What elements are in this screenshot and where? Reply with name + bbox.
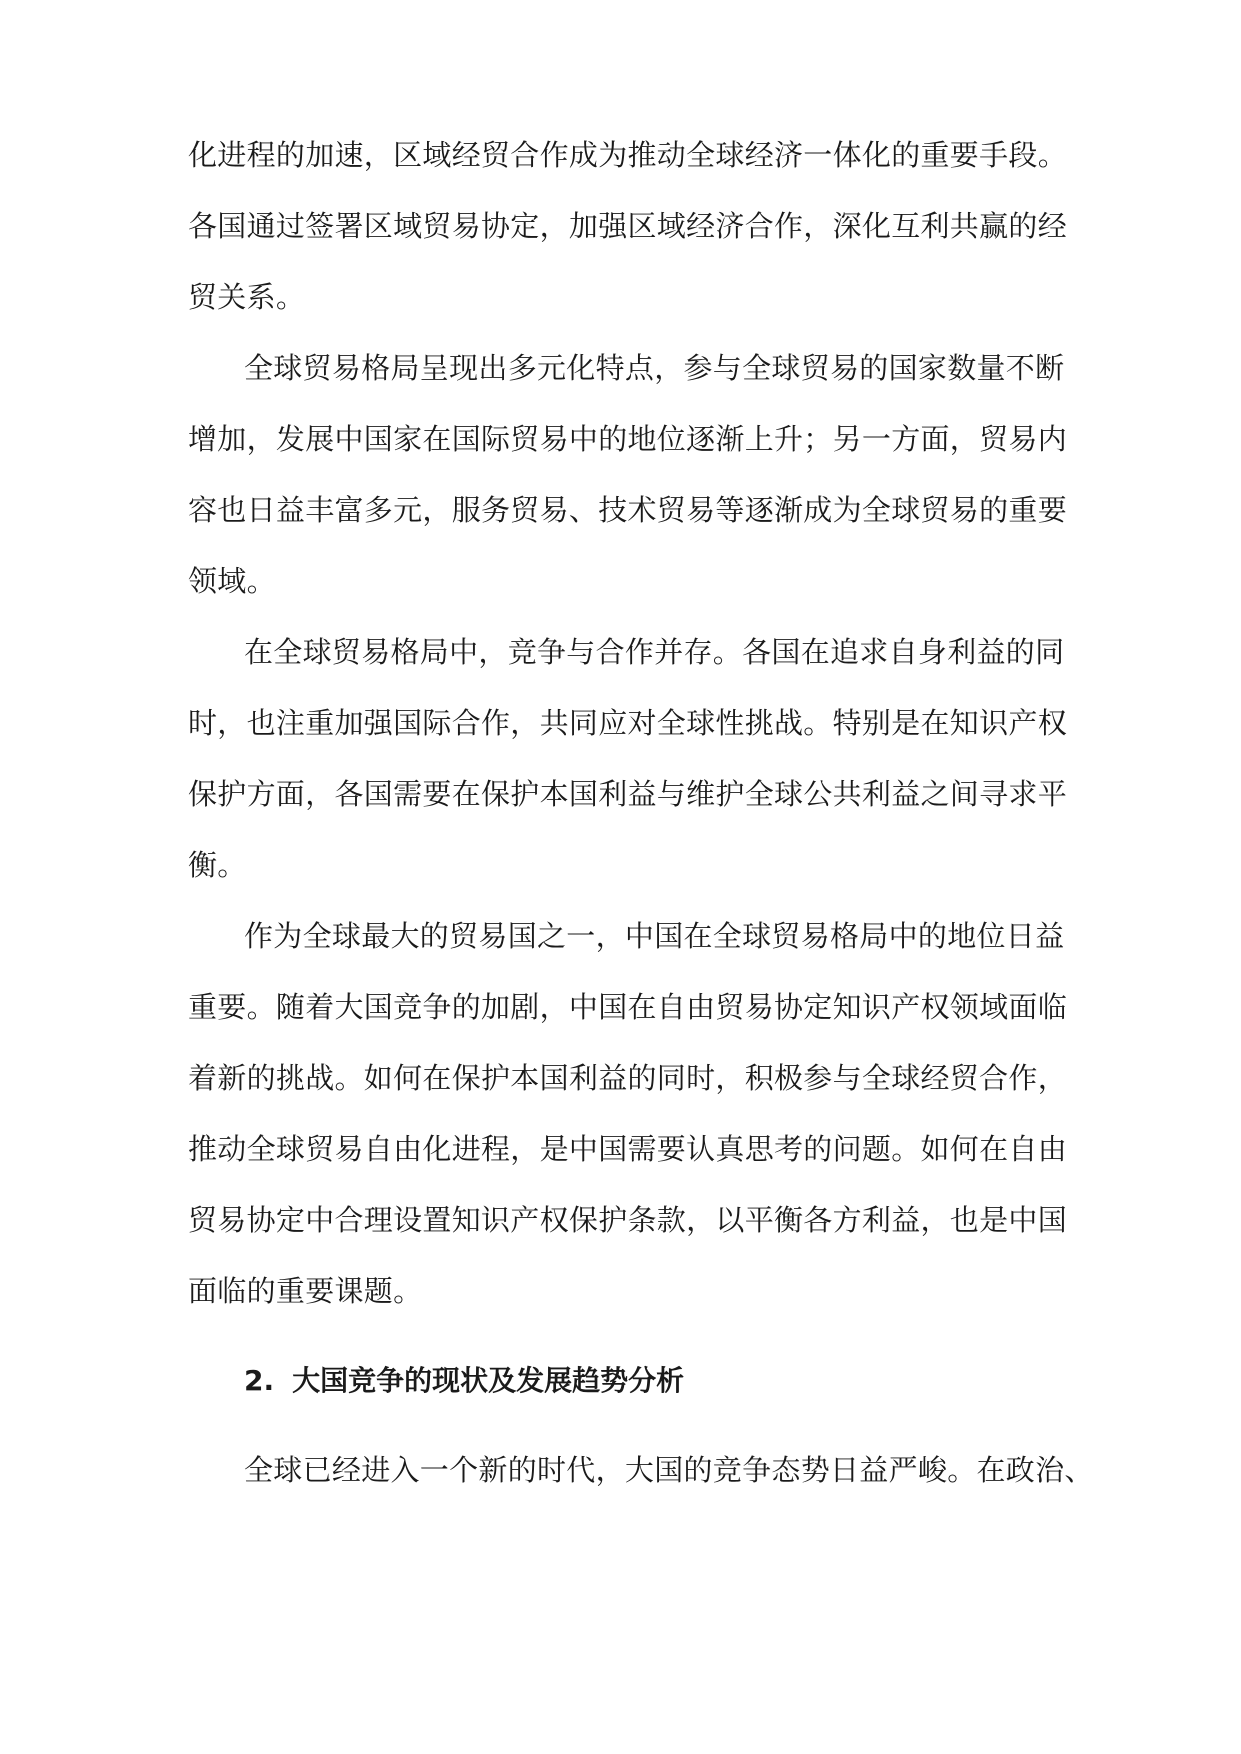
section-heading xyxy=(244,1361,684,1401)
paragraph-2-line-1: 全球贸易格局呈现出多元化特点，参与全球贸易的国家数量不断 xyxy=(244,351,1065,385)
paragraph-3-line-3: 保护方面，各国需要在保护本国利益与维护全球公共利益之间寻求平 xyxy=(188,777,1068,811)
paragraph-3-line-1: 在全球贸易格局中，竞争与合作并存。各国在追求自身利益的同 xyxy=(244,635,1065,669)
paragraph-4-line-1: 作为全球最大的贸易国之一，中国在全球贸易格局中的地位日益 xyxy=(244,919,1065,953)
paragraph-2-line-2: 增加，发展中国家在国际贸易中的地位逐渐上升；另一方面，贸易内 xyxy=(188,422,1068,456)
section-title: 大国竞争的现状及发展趋势分析 xyxy=(292,1364,685,1397)
paragraph-4-line-4: 推动全球贸易自由化进程，是中国需要认真思考的问题。如何在自由 xyxy=(188,1132,1068,1166)
paragraph-1-line-2: 各国通过签署区域贸易协定，加强区域经济合作，深化互利共赢的经 xyxy=(188,209,1068,243)
paragraph-4-line-3: 着新的挑战。如何在保护本国利益的同时，积极参与全球经贸合作， xyxy=(188,1061,1068,1095)
paragraph-4-line-5: 贸易协定中合理设置知识产权保护条款，以平衡各方利益，也是中国 xyxy=(188,1203,1068,1237)
paragraph-1-line-1: 化进程的加速，区域经贸合作成为推动全球经济一体化的重要手段。 xyxy=(188,138,1068,172)
paragraph-1-line-3: 贸关系。 xyxy=(188,280,306,314)
section-number: 2. xyxy=(244,1364,275,1397)
paragraph-4-line-6: 面临的重要课题。 xyxy=(188,1274,423,1308)
paragraph-3-line-2: 时，也注重加强国际合作，共同应对全球性挑战。特别是在知识产权 xyxy=(188,706,1068,740)
paragraph-2-line-4: 领域。 xyxy=(188,564,276,598)
paragraph-2-line-3: 容也日益丰富多元，服务贸易、技术贸易等逐渐成为全球贸易的重要 xyxy=(188,493,1068,527)
paragraph-3-line-4: 衡。 xyxy=(188,848,247,882)
paragraph-5-line-1: 全球已经进入一个新的时代，大国的竞争态势日益严峻。在政治、 xyxy=(244,1453,1094,1487)
paragraph-4-line-2: 重要。随着大国竞争的加剧，中国在自由贸易协定知识产权领域面临 xyxy=(188,990,1068,1024)
